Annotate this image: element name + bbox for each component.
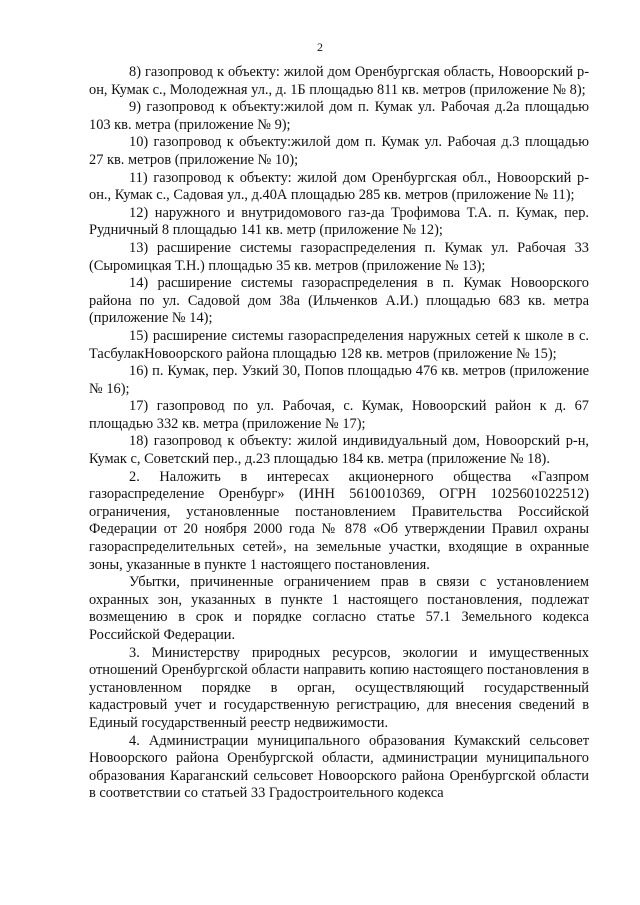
list-item-12: 12) наружного и внутридомового газ-да Трофимова Т.А. п. Кумак, пер. Рудничный 8 площадью 141 кв. метр (приложение № 12); (89, 204, 589, 239)
list-item-9: 9) газопровод к объекту:жилой дом п. Кумак ул. Рабочая д.2а площадью 103 кв. метра (приложение № 9); (89, 99, 589, 133)
clause-2-damages: Убытки, причиненные ограничением прав в связи с установлением охранных зон, указанных в пункте 1 настоящего постановления, подлежат возмещению в срок и порядке согласно статье 57.1 Земельного кодекса Российской Федерации. (89, 574, 589, 643)
list-item-8: 8) газопровод к объекту: жилой дом Оренбургская область, Новоорский р-он, Кумак с., Молодежная ул., д. 1Б площадью 811 кв. метров (приложение № 8); (89, 64, 589, 98)
list-item-17: 17) газопровод по ул. Рабочая, с. Кумак, Новоорский район к д. 67 площадью 332 кв. метра (приложение № 17); (89, 398, 589, 432)
list-item-11: 11) газопровод к объекту: жилой дом Оренбургская обл., Новоорский р-он., Кумак с., Садовая ул., д.40А площадью 285 кв. метров (приложение № 11); (89, 169, 589, 204)
list-item-13: 13) расширение системы газораспределения п. Кумак ул. Рабочая 33 (Сыромицкая Т.Н.) площадью 35 кв. метров (приложение № 13); (89, 239, 589, 274)
page-number: 2 (317, 40, 323, 54)
clause-3: 3. Министерству природных ресурсов, экологии и имущественных отношений Оренбургской области направить копию настоящего постановления в установленном порядке в орган, осуществляющий государственный кадастровый учет и государственную регистрацию, для внесения сведений в Единый государственный реестр недвижимости. (89, 644, 589, 731)
document-body (89, 64, 589, 803)
list-item-18: 18) газопровод к объекту: жилой индивидуальный дом, Новоорский р-н, Кумак с, Советский пер., д.23 площадью 184 кв. метра (приложение № 18). (89, 433, 589, 468)
list-item-15: 15) расширение системы газораспределения наружных сетей к школе в с. ТасбулакНовоорского района площадью 128 кв. метров (приложение № 15); (89, 327, 589, 362)
list-item-10: 10) газопровод к объекту:жилой дом п. Кумак ул. Рабочая д.3 площадью 27 кв. метров (приложение № 10); (89, 134, 589, 168)
clause-4: 4. Администрации муниципального образования Кумакский сельсовет Новоорского района Оренбургской области, администрации муниципального образования Караганский сельсовет Новоорского района Оренбургской области в соответствии со статьей 33 Градостроительного кодекса (89, 732, 589, 802)
list-item-16: 16) п. Кумак, пер. Узкий 30, Попов площадью 476 кв. метров (приложение № 16); (89, 363, 589, 397)
list-item-14: 14) расширение системы газораспределения в п. Кумак Новоорского района по ул. Садовой дом 38а (Ильченков А.И.) площадью 683 кв. метра (приложение № 14); (89, 275, 589, 327)
clause-2: 2. Наложить в интересах акционерного общества «Газпром газораспределение Оренбург» (ИНН 5610010369, ОГРН 1025601022512) ограничения, установленные постановлением Правительства Российской Федерации от 20 ноября 2000 года № 878 «Об утверждении Правил охраны газораспределительных сетей», на земельные участки, входящие в охранные зоны, указанные в пункте 1 настоящего постановления. (89, 468, 589, 573)
